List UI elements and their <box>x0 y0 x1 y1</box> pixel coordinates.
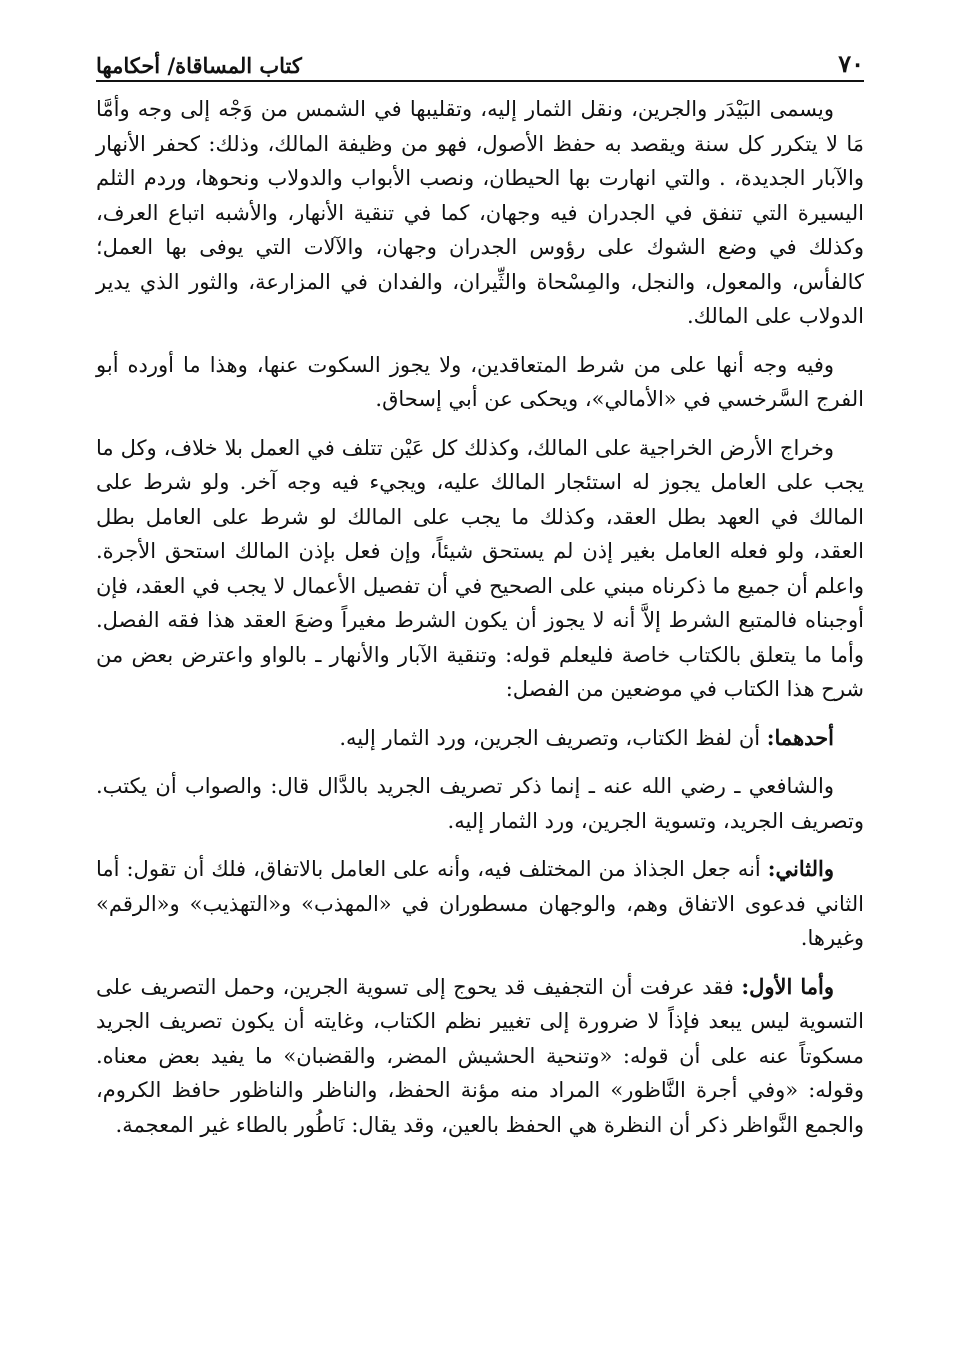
paragraph <box>96 348 864 417</box>
paragraph-text: أن لفظ الكتاب، وتصريف الجرين، ورد الثمار إليه. <box>339 725 767 750</box>
paragraph-text: ويسمى البَيْدَر والجرين، ونقل الثمار إليه، وتقليبها في الشمس من وَجْه إلى وجه وأمَّا مَا لا يتكرر كل سنة ويقصد به حفظ الأصول، فهو من وظيفة المالك، وذلك: كحفر الأنهار والآبار الجديدة، . والتي انهارت بها الحيطان، ونصب الأبواب والدولاب ونحوها، وردم الثلم اليسيرة التي تنفق في الجدران فيه وجهان، كما في تنقية الأنهار، والأشبه اتباع العرف، وكذلك في وضع الشوك على رؤوس الجدران وجهان، والآلات التي يوفى بها العمل؛ كالفأس، والمعول، والنجل، والمِسْحاة والثِّيران، والفدان في المزارعة، والثور الذي يدير الدولاب على المالك. <box>96 97 864 328</box>
paragraph <box>96 970 864 1143</box>
paragraph <box>96 852 864 956</box>
paragraph <box>96 431 864 707</box>
paragraph <box>96 721 864 756</box>
paragraph-text: وفيه وجه أنها على من شرط المتعاقدين، ولا يجوز السكوت عنها، وهذا ما أورده أبو الفرج السَّرخسي في «الأمالي»، ويحكى عن أبي إسحاق. <box>96 352 864 411</box>
paragraph <box>96 92 864 334</box>
paragraph-text: فقد عرفت أن التجفيف قد يحوج إلى تسوية الجرين، وحمل التصريف على التسوية ليس يبعد فإذاً لا ضرورة إلى تغيير نظم الكتاب، وغايته أن يكون تصريف الجريد مسكوتاً عنه على أن قوله: «وتنحية الحشيش المضر، والقضبان» ما يفيد بعض معناه. وقوله: «وفي أجرة النَّاظور» المراد منه مؤنة الحفظ، والناظر والناظور حافظ الكروم، والجمع النَّواظر ذكر أن النظرة هي الحفظ بالعين، وقد يقال: نَاطُور بالطاء غير المعجمة. <box>96 974 864 1137</box>
paragraph <box>96 769 864 838</box>
paragraph-lead: أحدهما: <box>766 724 834 750</box>
paragraph-text: أنه جعل الجذاذ من المختلف فيه، وأنه على العامل بالاتفاق، فلك أن تقول: أما الثاني فدعوى الاتفاق وهم، والوجهان مسطوران في «المهذب» و«التهذيب» و«الرقم» وغيرها. <box>96 857 864 950</box>
paragraph-lead: وأما الأول: <box>741 973 834 999</box>
paragraph-text: وخراج الأرض الخراجية على المالك، وكذلك كل عَيْن تتلف في العمل بلا خلاف، وكل ما يجب على العامل يجوز له استئجار المالك عليه، ويجيء فيه وجه آخر. ولو شرط على المالك في العهد بطل العقد، وكذلك ما يجب على المالك لو شرط على العامل بطل العقد، ولو فعله العامل بغير إذن لم يستحق شيئاً، وإن فعل بإذن المالك استحق الأجرة. واعلم أن جميع ما ذكرناه مبني على الصحيح في أن تفصيل الأعمال لا يجب في العقد، فإن أوجبناه فالمتبع الشرط إلاَّ أنه لا يجوز أن يكون الشرط مغيراً وضعَ العقد هذا فقه الفصل. وأما ما يتعلق بالكتاب خاصة فليعلم قوله: وتنقية الآبار والأنهار ـ بالواو واعترض بعض من شرح هذا الكتاب في موضعين من الفصل: <box>96 435 864 701</box>
body-text <box>96 92 864 1156</box>
running-head <box>96 34 864 78</box>
paragraph-text: والشافعي ـ رضي الله عنه ـ إنما ذكر تصريف الجريد بالدَّال قال: والصواب أن يكتب. وتصريف الجريد، وتسوية الجرين، ورد الثمار إليه. <box>96 774 864 833</box>
page-number: ٧٠ <box>838 49 864 78</box>
paragraph-lead: والثاني: <box>767 856 834 881</box>
chapter-title: كتاب المساقاة/ أحكامها <box>96 53 302 78</box>
header-rule <box>96 80 864 82</box>
